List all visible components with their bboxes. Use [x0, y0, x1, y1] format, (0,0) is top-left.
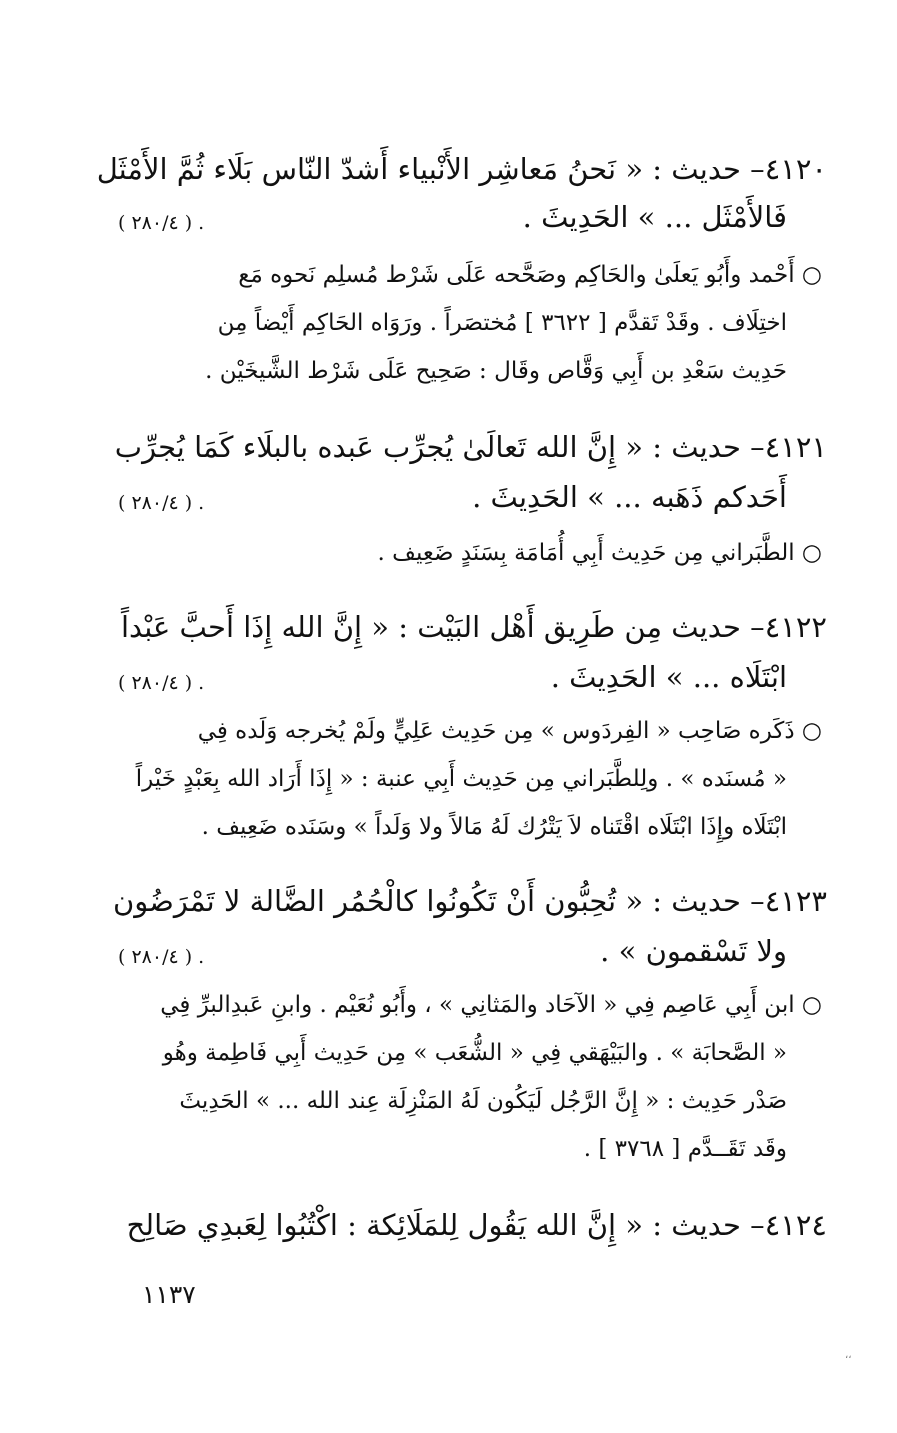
corner-mark: ،، [845, 1350, 852, 1361]
entry-text: – حديث : « إِنَّ الله يَقُول لِلمَلَائِكة : اكْتُبُوا لِعَبدِي صَالِح [126, 1208, 765, 1242]
entry-4120-line-2: فَالأَمْثَل ... » الحَدِيثَ . [522, 200, 787, 234]
entry-4121-ref: ( ٢٨٠/٤ ) . [118, 492, 205, 514]
entry-number: ٤١٢٤ [764, 1208, 827, 1242]
entry-4123-line-2: ولا تَسْقمون » . [600, 934, 787, 968]
entry-4121-line-1 [115, 430, 827, 464]
entry-4124-line-1 [127, 1208, 827, 1242]
entry-number: ٤١٢٠ [764, 152, 827, 186]
page-number: ١١٣٧ [142, 1280, 196, 1309]
entry-4123-note-3: صَدْر حَدِيث : « إِنَّ الرَّجُل لَيَكُون لَهُ المَنْزِلَة عِند الله ... » الحَدِيثَ [179, 1088, 787, 1114]
entry-4120-ref: ( ٢٨٠/٤ ) . [118, 212, 205, 234]
entry-4123-line-1 [113, 884, 827, 918]
entry-4122-note-3: ابْتَلَاه وإِذَا ابْتَلَاه اقْتَناه لاَ يَتْرُك لَهُ مَالاً ولا وَلَداً » وسَنَده ضَعِيف . [201, 814, 787, 840]
entry-number: ٤١٢٢ [764, 610, 827, 644]
entry-4122-line-1 [121, 610, 827, 644]
entry-4120-note-3: حَدِيث سَعْدِ بن أَبِي وَقَّاص وقَال : صَحِيح عَلَى شَرْط الشَّيخَيْن . [205, 358, 787, 384]
entry-4123-note-4: وقَد تَقَــدَّم [ ٣٧٦٨ ] . [583, 1136, 787, 1162]
entry-4120-note-1: ○ أَحْمد وأَبُو يَعلَىٰ والحَاكِم وصَحَّحه عَلَى شَرْط مُسلِم نَحوه مَع [238, 262, 822, 288]
entry-4123-note-1: ○ ابن أَبِي عَاصِم فِي « الآحَاد والمَثانِي » ، وأَبُو نُعَيْم . وابنِ عَبدِالبرِّ فِي [160, 992, 822, 1018]
entry-4122-line-2: ابْتَلَاه ... » الحَدِيثَ . [550, 660, 787, 694]
entry-number: ٤١٢١ [764, 430, 827, 464]
entry-4120-note-2: اختِلَاف . وقَدْ تَقدَّم [ ٣٦٢٢ ] مُختصَراً . ورَوَاه الحَاكِم أَيْضاً مِن [217, 310, 787, 336]
entry-4122-ref: ( ٢٨٠/٤ ) . [118, 672, 205, 694]
entry-text: – حديث : « نَحنُ مَعاشِر الأَنْبياء أَشدّ النّاس بَلَاء ثُمَّ الأَمْثَل [96, 152, 765, 186]
entry-4123-ref: ( ٢٨٠/٤ ) . [118, 946, 205, 968]
entry-4121-line-2: أَحَدكم ذَهَبه ... » الحَدِيثَ . [472, 480, 787, 514]
entry-4122-note-2: « مُسنَده » . ولِلطَّبَراني مِن حَدِيث أَبِي عنبة : « إِذَا أَرَاد الله بِعَبْدٍ خَيْراً [135, 766, 787, 792]
entry-text: – حديث : « إِنَّ الله تَعالَىٰ يُجرِّب عَبده بالبلَاء كَمَا يُجرِّب [114, 430, 765, 464]
entry-4121-note-1: ○ الطَّبَراني مِن حَدِيث أَبِي أُمَامَة بِسَنَدٍ ضَعِيف . [377, 540, 822, 566]
entry-text: – حديث : « تُحِبُّون أَنْ تَكُونُوا كالْحُمُر الضَّالة لا تَمْرَضُون [112, 884, 765, 918]
entry-text: – حديث مِن طَرِيق أَهْل البَيْت : « إِنَّ الله إِذَا أَحبَّ عَبْداً [121, 610, 765, 644]
entry-4122-note-1: ○ ذَكَره صَاحِب « الفِردَوس » مِن حَدِيث عَلِيٍّ ولَمْ يُخرجه وَلَده فِي [197, 718, 822, 744]
entry-4120-line-1 [47, 152, 827, 186]
entry-number: ٤١٢٣ [764, 884, 827, 918]
entry-4123-note-2: « الصَّحابَة » . والبَيْهَقي فِي « الشُّعَب » مِن حَدِيث أَبِي فَاطِمة وهُو [162, 1040, 787, 1066]
